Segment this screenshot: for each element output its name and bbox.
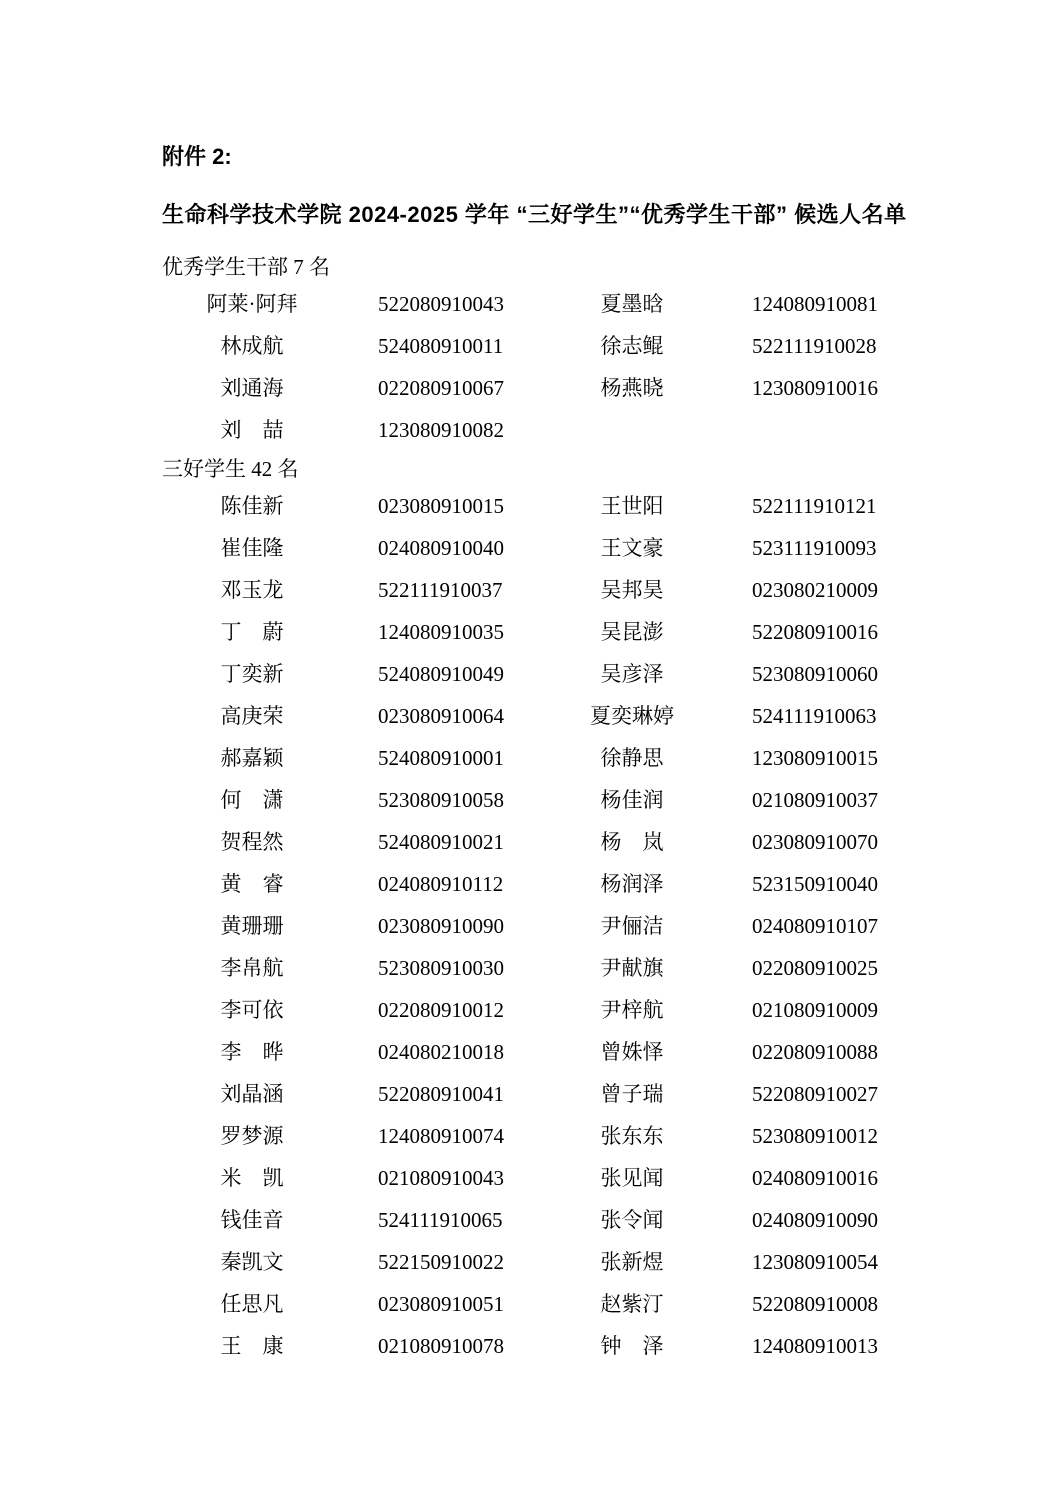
student-name: 李帛航 <box>220 956 284 980</box>
section-outstanding-cadres <box>162 253 911 451</box>
student-id: 024080910016 <box>752 1166 878 1190</box>
table-row <box>162 611 911 653</box>
student-id: 524080910049 <box>378 662 504 686</box>
student-id: 022080910088 <box>752 1040 878 1064</box>
student-name: 何 潇 <box>220 788 284 812</box>
table-row <box>162 737 911 779</box>
student-id: 523080910012 <box>752 1124 878 1148</box>
section-three-good-students <box>162 455 911 1367</box>
table-row <box>162 1157 911 1199</box>
student-id: 021080910037 <box>752 788 878 812</box>
student-name: 尹俪洁 <box>600 914 664 938</box>
student-name: 尹梓航 <box>600 998 664 1022</box>
table-row <box>162 325 911 367</box>
student-id: 523080910058 <box>378 788 504 812</box>
student-name: 罗梦源 <box>220 1124 284 1148</box>
table-row <box>162 863 911 905</box>
student-name: 赵紫汀 <box>600 1292 664 1316</box>
student-name: 徐静思 <box>600 746 664 770</box>
student-name: 杨燕晓 <box>600 376 664 400</box>
student-id: 522080910008 <box>752 1292 878 1316</box>
table-row <box>162 283 911 325</box>
student-id: 022080910012 <box>378 998 504 1022</box>
student-id: 522080910027 <box>752 1082 878 1106</box>
student-id: 522080910043 <box>378 292 504 316</box>
student-id: 024080210018 <box>378 1040 504 1064</box>
student-name: 杨 岚 <box>600 830 664 854</box>
student-name: 张令闻 <box>600 1208 664 1232</box>
student-name: 米 凯 <box>220 1166 284 1190</box>
student-id: 523111910093 <box>752 536 877 560</box>
table-row <box>162 409 911 451</box>
student-id: 021080910009 <box>752 998 878 1022</box>
student-id: 524080910001 <box>378 746 504 770</box>
student-name: 张东东 <box>600 1124 664 1148</box>
student-name: 吴昆澎 <box>600 620 664 644</box>
student-id: 524080910011 <box>378 334 504 358</box>
table-row <box>162 569 911 611</box>
student-id: 523080910030 <box>378 956 504 980</box>
student-name: 崔佳隆 <box>220 536 284 560</box>
table-row <box>162 1031 911 1073</box>
student-name: 任思凡 <box>220 1292 284 1316</box>
table-row <box>162 527 911 569</box>
student-id: 522111910028 <box>752 334 877 358</box>
student-id: 023080910090 <box>378 914 504 938</box>
student-id: 024080910112 <box>378 872 504 896</box>
student-id: 023080910051 <box>378 1292 504 1316</box>
candidate-list <box>162 283 911 451</box>
table-row <box>162 989 911 1031</box>
student-id: 522111910121 <box>752 494 877 518</box>
student-id: 523150910040 <box>752 872 878 896</box>
student-id: 522150910022 <box>378 1250 504 1274</box>
attachment-label: 附件 2: <box>162 144 232 169</box>
student-name: 阿莱·阿拜 <box>206 292 298 316</box>
student-name: 张见闻 <box>600 1166 664 1190</box>
student-id: 524080910021 <box>378 830 504 854</box>
student-name: 夏奕琳婷 <box>590 704 674 728</box>
student-id: 023080910064 <box>378 704 504 728</box>
student-name: 邓玉龙 <box>220 578 284 602</box>
student-name: 徐志鲲 <box>600 334 664 358</box>
student-name: 曾姝怿 <box>600 1040 664 1064</box>
candidate-list <box>162 485 911 1367</box>
page-title: 生命科学技术学院 2024-2025 学年 “三好学生”“优秀学生干部” 候选人名单 <box>162 202 907 227</box>
student-name: 吴彦泽 <box>600 662 664 686</box>
table-row <box>162 1199 911 1241</box>
student-id: 524111910065 <box>378 1208 503 1232</box>
student-name: 杨佳润 <box>600 788 664 812</box>
student-id: 021080910043 <box>378 1166 504 1190</box>
table-row <box>162 367 911 409</box>
student-id: 123080910015 <box>752 746 878 770</box>
student-id: 021080910078 <box>378 1334 504 1358</box>
student-name: 曾子瑞 <box>600 1082 664 1106</box>
table-row <box>162 1241 911 1283</box>
student-id: 522111910037 <box>378 578 503 602</box>
table-row <box>162 821 911 863</box>
student-name: 王 康 <box>220 1334 284 1358</box>
student-name: 林成航 <box>220 334 284 358</box>
student-id: 124080910035 <box>378 620 504 644</box>
section-heading: 三好学生 42 名 <box>162 457 299 481</box>
table-row <box>162 485 911 527</box>
table-row <box>162 1073 911 1115</box>
student-name: 钱佳音 <box>220 1208 284 1232</box>
student-name: 李可依 <box>220 998 284 1022</box>
student-id: 022080910067 <box>378 376 504 400</box>
section-heading: 优秀学生干部 7 名 <box>162 255 330 279</box>
table-row <box>162 695 911 737</box>
table-row <box>162 653 911 695</box>
student-id: 024080910040 <box>378 536 504 560</box>
student-id: 124080910081 <box>752 292 878 316</box>
student-name: 李 晔 <box>220 1040 284 1064</box>
student-name: 丁奕新 <box>220 662 284 686</box>
student-id: 022080910025 <box>752 956 878 980</box>
student-name: 吴邦昊 <box>600 578 664 602</box>
student-id: 524111910063 <box>752 704 877 728</box>
student-name: 杨润泽 <box>600 872 664 896</box>
student-name: 张新煜 <box>600 1250 664 1274</box>
student-name: 尹献旗 <box>600 956 664 980</box>
student-id: 124080910074 <box>378 1124 504 1148</box>
table-row <box>162 1325 911 1367</box>
student-id: 522080910041 <box>378 1082 504 1106</box>
student-id: 123080910082 <box>378 418 504 442</box>
student-id: 023080910015 <box>378 494 504 518</box>
student-name: 陈佳新 <box>220 494 284 518</box>
table-row <box>162 905 911 947</box>
student-id: 024080910107 <box>752 914 878 938</box>
table-row <box>162 947 911 989</box>
student-name: 贺程然 <box>220 830 284 854</box>
student-name: 王世阳 <box>600 494 664 518</box>
student-name: 丁 蔚 <box>220 620 284 644</box>
student-name: 黄 睿 <box>220 872 284 896</box>
student-name: 黄珊珊 <box>220 914 284 938</box>
student-id: 023080910070 <box>752 830 878 854</box>
student-id: 124080910013 <box>752 1334 878 1358</box>
student-id: 023080210009 <box>752 578 878 602</box>
student-id: 123080910054 <box>752 1250 878 1274</box>
student-id: 123080910016 <box>752 376 878 400</box>
student-id: 522080910016 <box>752 620 878 644</box>
student-name: 刘晶涵 <box>220 1082 284 1106</box>
student-id: 024080910090 <box>752 1208 878 1232</box>
student-name: 高庚荣 <box>220 704 284 728</box>
table-row <box>162 779 911 821</box>
table-row <box>162 1283 911 1325</box>
student-name: 秦凯文 <box>220 1250 284 1274</box>
student-id: 523080910060 <box>752 662 878 686</box>
student-name: 郝嘉颖 <box>220 746 284 770</box>
student-name: 刘 喆 <box>220 418 284 442</box>
student-name: 夏墨晗 <box>600 292 664 316</box>
student-name: 王文豪 <box>600 536 664 560</box>
student-name: 钟 泽 <box>600 1334 664 1358</box>
student-name: 刘通海 <box>220 376 284 400</box>
table-row <box>162 1115 911 1157</box>
